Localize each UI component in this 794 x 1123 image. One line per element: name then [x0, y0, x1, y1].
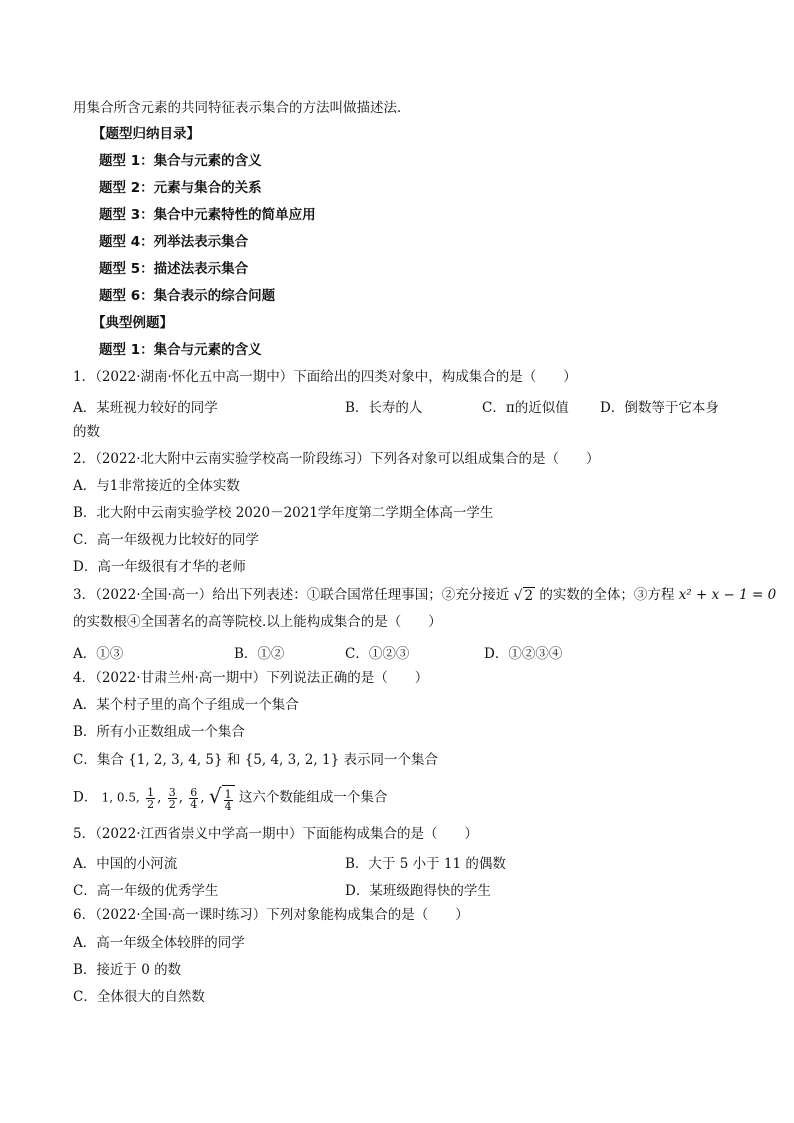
q4-option-a: A．某个村子里的高个子组成一个集合 — [73, 697, 299, 713]
question-1-stem: 1．（2022·湖南·怀化五中高一期中）下面给出的四类对象中，构成集合的是（ ） — [73, 369, 577, 385]
q3-option-d: D．①②③④ — [484, 646, 563, 662]
sqrt-sign-icon: √ — [513, 587, 523, 604]
q4-option-d: D． 1, 0.5, $\frac{1}{2}$ , $\frac{3}{2}$ , $\frac{6}{4}$ , √ $\frac{1}{4}$ 这六个数能组成一个集合 — [73, 784, 388, 813]
fraction-1: $\frac{1}{2}$ — [147, 785, 155, 811]
q5-option-d: D．某班级跑得快的学生 — [345, 883, 491, 899]
q2-option-a: A．与1非常接近的全体实数 — [73, 478, 240, 494]
question-5-stem: 5．（2022·江西省崇义中学高一期中）下面能构成集合的是（ ） — [73, 826, 478, 842]
q1-option-a: A．某班视力较好的同学 — [73, 400, 218, 416]
q2-option-b: B．北大附中云南实验学校 2020－2021学年度第二学期全体高一学生 — [73, 505, 494, 521]
q4-c-set-2: {5, 4, 3, 2, 1} — [244, 752, 340, 768]
q1-option-c: C．π的近似值 — [482, 400, 569, 416]
q4-d-values: 1, 0.5, — [101, 790, 140, 805]
q4-c-part-3: 表示同一个集合 — [343, 752, 438, 768]
q5-option-c: C．高一年级的优秀学生 — [73, 883, 219, 899]
q4-option-b: B．所有小正数组成一个集合 — [73, 724, 245, 740]
q3-option-c: C．①②③ — [345, 646, 410, 662]
q6-option-c: C．全体很大的自然数 — [73, 989, 205, 1005]
q2-option-c: C．高一年级视力比较好的同学 — [73, 532, 259, 548]
sqrt-sign-icon: √ — [208, 784, 222, 808]
toc-item: 题型 6：集合表示的综合问题 — [99, 288, 276, 304]
q3-option-b: B．①② — [234, 646, 285, 662]
examples-heading: 【典型例题】 — [92, 315, 173, 331]
q1-option-d: D．倒数等于它本身 — [600, 400, 719, 416]
toc-item: 题型 3：集合中元素特性的简单应用 — [99, 207, 316, 223]
q4-d-part-2: 这六个数能组成一个集合 — [238, 789, 388, 806]
q1-option-b: B．长寿的人 — [345, 400, 423, 416]
q3-equation: x² + x − 1 = 0 — [678, 587, 777, 603]
q6-option-b: B．接近于 0 的数 — [73, 962, 182, 978]
q6-option-a: A．高一年级全体较胖的同学 — [73, 935, 245, 951]
q5-option-b: B．大于 5 小于 11 的偶数 — [345, 856, 506, 872]
sqrt-argument: 2 — [524, 587, 534, 604]
question-2-stem: 2．（2022·北大附中云南实验学校高一阶段练习）下列各对象可以组成集合的是（ ） — [73, 451, 600, 467]
q2-option-d: D．高一年级很有才华的老师 — [73, 559, 246, 575]
q1-option-d-cont: 的数 — [73, 424, 100, 440]
fraction-3: $\frac{6}{4}$ — [190, 785, 198, 811]
q3-stem-part-2: 的实数的全体；③方程 — [539, 587, 675, 603]
intro-line: 用集合所含元素的共同特征表示集合的方法叫做描述法． — [73, 100, 411, 116]
q4-c-set-1: {1, 2, 3, 4, 5} — [128, 752, 223, 768]
toc-item: 题型 1：集合与元素的含义 — [99, 153, 262, 169]
q4-d-part-1: D． — [73, 789, 98, 806]
q3-stem-part-1: 3．（2022·全国·高一）给出下列表述：①联合国常任理事国；②充分接近 — [73, 587, 510, 603]
toc-item: 题型 5：描述法表示集合 — [99, 261, 249, 277]
q4-c-part-1: C．集合 — [73, 752, 124, 768]
question-3-stem — [73, 586, 776, 605]
q4-option-c — [73, 751, 438, 769]
toc-item: 题型 4：列举法表示集合 — [99, 234, 249, 250]
sqrt-fraction: √ $\frac{1}{4}$ — [209, 782, 235, 814]
q3-option-a: A．①③ — [73, 646, 124, 662]
question-6-stem: 6．（2022·全国·高一课时练习）下列对象能构成集合的是（ ） — [73, 907, 469, 923]
toc-item: 题型 2：元素与集合的关系 — [99, 180, 262, 196]
sqrt-expression — [514, 587, 536, 605]
toc-heading: 【题型归纳目录】 — [92, 126, 200, 142]
fraction-2: $\frac{3}{2}$ — [168, 785, 176, 811]
q5-option-a: A．中国的小河流 — [73, 856, 178, 872]
q4-c-part-2: 和 — [226, 752, 241, 768]
question-4-stem: 4．（2022·甘肃兰州·高一期中）下列说法正确的是（ ） — [73, 670, 429, 686]
q3-stem-cont: 的实数根④全国著名的高等院校.以上能构成集合的是（ ） — [73, 614, 442, 630]
section-title: 题型 1：集合与元素的含义 — [99, 342, 262, 358]
